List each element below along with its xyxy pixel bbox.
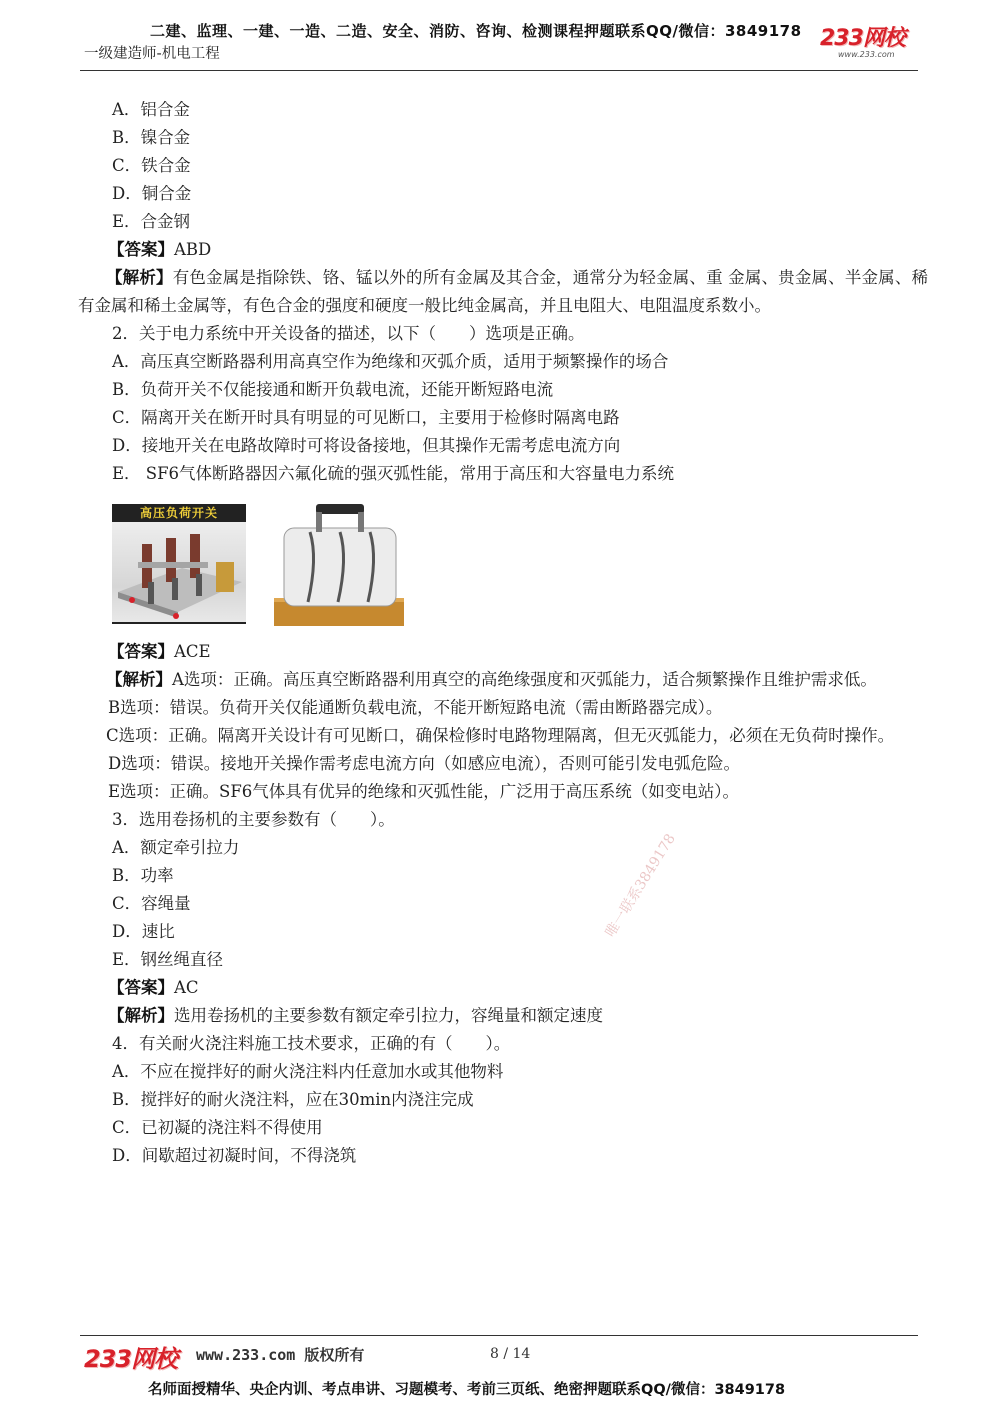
load-switch-image — [112, 504, 246, 624]
answer-tag: 【答案】 — [108, 642, 174, 661]
q3-stem: 3．选用卷扬机的主要参数有（ ）。 — [112, 810, 395, 829]
q2-option-d: D．接地开关在电路故障时可将设备接地，但其操作无需考虑电流方向 — [112, 436, 621, 455]
analysis-tag: 【解析】 — [108, 1006, 174, 1025]
document-body — [78, 96, 928, 1170]
header-promo: 二建、监理、一建、一造、二造、安全、消防、咨询、检测课程押题联系QQ/微信：3849178 — [150, 22, 802, 40]
q1-option-e: E．合金钢 — [112, 212, 191, 231]
q2-analysis-a-text: A选项：正确。高压真空断路器利用真空的高绝缘强度和灭弧能力，适合频繁操作且维护需求低。 — [172, 670, 877, 689]
watermark: 唯一联系3849178 — [602, 831, 679, 941]
q2-analysis-b: B选项：错误。负荷开关仅能通断负载电流，不能开断短路电流（需由断路器完成）。 — [108, 698, 723, 717]
q4-option-d: D．间歇超过初凝时间，不得浇筑 — [112, 1146, 357, 1165]
answer-tag: 【答案】 — [108, 240, 174, 259]
q3-analysis — [78, 1002, 928, 1030]
q2-stem: 2．关于电力系统中开关设备的描述，以下（ ）选项是正确。 — [112, 324, 585, 343]
brand-logo — [820, 28, 920, 64]
brand-logo-url: www.233.com — [838, 50, 895, 59]
knife-switch-drawing — [270, 498, 410, 630]
header-divider — [80, 70, 918, 71]
load-switch-drawing — [112, 522, 246, 622]
q1-answer — [78, 236, 928, 264]
q2-analysis-d: D选项：错误。接地开关操作需考虑电流方向（如感应电流），否则可能引发电弧危险。 — [108, 754, 740, 773]
q2-option-a: A．高压真空断路器利用高真空作为绝缘和灭弧介质，适用于频繁操作的场合 — [112, 352, 669, 371]
q4-option-a: A．不应在搅拌好的耐火浇注料内任意加水或其他物料 — [112, 1062, 504, 1081]
footer-copyright: www.233.com 版权所有 — [196, 1346, 365, 1364]
knife-switch-image — [270, 498, 410, 630]
q2-analysis-e: E选项：正确。SF6气体具有优异的绝缘和灭弧性能，广泛用于高压系统（如变电站）。 — [108, 782, 740, 801]
q3-answer-value: AC — [174, 978, 199, 997]
q1-answer-value: ABD — [174, 240, 212, 259]
page-number: 8 / 14 — [490, 1346, 531, 1362]
q1-option-a: A．铝合金 — [112, 100, 190, 119]
q4-option-c: C．已初凝的浇注料不得使用 — [112, 1118, 323, 1137]
q2-answer — [78, 638, 928, 666]
q3-analysis-text: 选用卷扬机的主要参数有额定牵引拉力，容绳量和额定速度 — [174, 1006, 603, 1025]
q3-option-b: B．功率 — [112, 866, 174, 885]
footer-logo: 233网校 — [84, 1345, 178, 1373]
footer-divider — [80, 1335, 918, 1336]
q1-analysis-text: 有色金属是指除铁、铬、锰以外的所有金属及其合金，通常分为轻金属、重 金属、贵金属、半金属、稀有金属和稀土金属等，有色合金的强度和硬度一般比纯金属高，并且电阻大、电阻温度系数小。 — [78, 268, 929, 315]
q4-stem: 4．有关耐火浇注料施工技术要求，正确的有（ ）。 — [112, 1034, 511, 1053]
q3-option-e: E．钢丝绳直径 — [112, 950, 224, 969]
q2-option-b: B．负荷开关不仅能接通和断开负载电流，还能开断短路电流 — [112, 380, 554, 399]
footer-promo: 名师面授精华、央企内训、考点串讲、习题模考、考前三页纸、绝密押题联系QQ/微信：3849178 — [148, 1382, 786, 1398]
q2-analysis-a — [78, 666, 928, 694]
q2-answer-value: ACE — [174, 642, 211, 661]
q3-option-d: D．速比 — [112, 922, 175, 941]
analysis-tag: 【解析】 — [106, 268, 173, 287]
q3-answer — [78, 974, 928, 1002]
brand-logo-text: 233网校 — [820, 26, 905, 51]
answer-tag: 【答案】 — [108, 978, 174, 997]
q3-option-c: C．容绳量 — [112, 894, 191, 913]
document-subject: 一级建造师-机电工程 — [84, 46, 220, 62]
q1-option-c: C．铁合金 — [112, 156, 191, 175]
q2-option-c: C．隔离开关在断开时具有明显的可见断口，主要用于检修时隔离电路 — [112, 408, 620, 427]
q2-option-e: E． SF6气体断路器因六氟化硫的强灭弧性能，常用于高压和大容量电力系统 — [112, 464, 675, 483]
q4-option-b: B．搅拌好的耐火浇注料，应在30min内浇注完成 — [112, 1090, 474, 1109]
analysis-tag: 【解析】 — [106, 670, 172, 689]
q2-analysis-c: C选项：正确。隔离开关设计有可见断口，确保检修时电路物理隔离，但无灭弧能力，必须在无负荷时操作。 — [106, 726, 895, 745]
q1-analysis — [78, 264, 928, 320]
q3-option-a: A．额定牵引拉力 — [112, 838, 240, 857]
q2-figures — [112, 498, 928, 638]
q1-option-b: B．镍合金 — [112, 128, 191, 147]
load-switch-caption: 高压负荷开关 — [112, 504, 246, 522]
q1-option-d: D．铜合金 — [112, 184, 192, 203]
